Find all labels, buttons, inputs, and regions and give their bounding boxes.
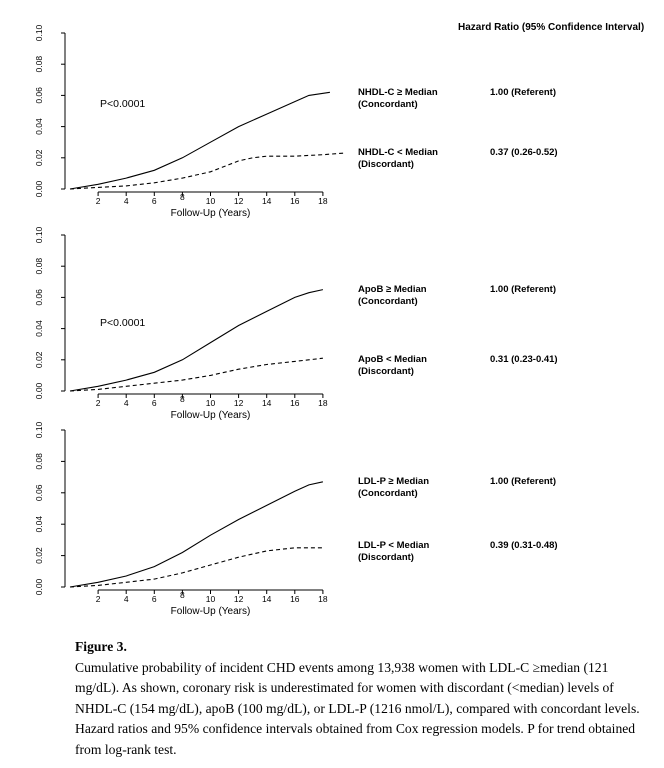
x-tick-label: 2 bbox=[95, 594, 101, 604]
y-tick-label: 0.08 bbox=[34, 453, 44, 470]
y-tick-label: 0.04 bbox=[34, 320, 44, 337]
y-tick-label: 0.06 bbox=[34, 289, 44, 306]
y-tick-label: 0.00 bbox=[34, 180, 44, 198]
x-tick-label: 16 bbox=[290, 594, 300, 604]
series-label: LDL-P ≥ Median bbox=[358, 476, 430, 487]
hazard-ratio-value: 0.39 (0.31-0.48) bbox=[490, 540, 558, 551]
y-tick-label: 0.10 bbox=[34, 226, 44, 244]
hazard-ratio-value: 0.37 (0.26-0.52) bbox=[490, 147, 558, 158]
x-tick-label: 12 bbox=[233, 594, 244, 604]
x-tick-label: 18 bbox=[318, 398, 328, 408]
panel-1 bbox=[34, 24, 558, 219]
figure-caption bbox=[75, 637, 640, 760]
series-sublabel: (Discordant) bbox=[358, 552, 414, 563]
x-axis-label: Follow-Up (Years) bbox=[170, 606, 251, 617]
x-axis-label: Follow-Up (Years) bbox=[170, 208, 251, 219]
series-sublabel: (Discordant) bbox=[358, 366, 414, 377]
x-tick-label: 6 bbox=[151, 196, 157, 206]
hazard-ratio-value: 0.31 (0.23-0.41) bbox=[490, 354, 558, 365]
y-tick-label: 0.08 bbox=[34, 257, 44, 275]
series-label: LDL-P < Median bbox=[358, 540, 430, 551]
series-line-discordant bbox=[70, 548, 323, 587]
x-tick-label: 14 bbox=[261, 398, 272, 408]
y-tick-label: 0.02 bbox=[34, 351, 44, 369]
series-label: ApoB ≥ Median bbox=[358, 284, 427, 295]
x-tick-label: 10 bbox=[205, 594, 216, 604]
series-sublabel: (Concordant) bbox=[358, 488, 418, 499]
y-tick-label: 0.06 bbox=[34, 87, 44, 104]
series-label: NHDL-C < Median bbox=[358, 147, 438, 158]
panel-3 bbox=[34, 421, 558, 617]
x-tick-label: 14 bbox=[261, 594, 272, 604]
x-tick-label: 4 bbox=[123, 196, 129, 206]
caption-text: Cumulative probability of incident CHD events among 13,938 women with LDL-C ≥median (121 mg/dL). As shown, coronary risk is underestimated for women with discordant (<median) levels of NHDL-C (154 mg/dL), apoB (100 mg/dL), or LDL-P (1216 nmol/L), compared with concordant levels. Hazard ratios and 95% confidence intervals obtained from Cox regression models. P for trend obtained from log-rank test. bbox=[75, 659, 640, 757]
hazard-ratio-value: 1.00 (Referent) bbox=[490, 87, 556, 98]
x-tick-label: 6 bbox=[151, 398, 157, 408]
x-tick-label: 8 bbox=[180, 192, 185, 202]
y-tick-label: 0.08 bbox=[34, 55, 44, 73]
series-line-discordant bbox=[70, 153, 344, 189]
hazard-ratio-header: Hazard Ratio (95% Confidence Interval) bbox=[458, 22, 645, 33]
series-label: ApoB < Median bbox=[358, 354, 427, 365]
x-tick-label: 6 bbox=[151, 594, 157, 604]
series-sublabel: (Concordant) bbox=[358, 296, 418, 307]
y-tick-label: 0.10 bbox=[34, 421, 44, 439]
x-tick-label: 10 bbox=[205, 398, 216, 408]
p-value-annotation: P<0.0001 bbox=[100, 98, 146, 110]
y-tick-label: 0.10 bbox=[34, 24, 44, 42]
x-tick-label: 16 bbox=[290, 398, 300, 408]
y-tick-label: 0.00 bbox=[34, 578, 44, 596]
x-tick-label: 2 bbox=[95, 196, 101, 206]
x-tick-label: 10 bbox=[205, 196, 216, 206]
p-value-annotation: P<0.0001 bbox=[100, 317, 146, 329]
x-tick-label: 4 bbox=[123, 398, 129, 408]
hazard-ratio-value: 1.00 (Referent) bbox=[490, 284, 556, 295]
x-tick-label: 8 bbox=[180, 394, 185, 404]
hazard-ratio-value: 1.00 (Referent) bbox=[490, 476, 556, 487]
series-line-discordant bbox=[70, 358, 323, 391]
y-tick-label: 0.02 bbox=[34, 149, 44, 167]
x-tick-label: 14 bbox=[261, 196, 272, 206]
y-tick-label: 0.04 bbox=[34, 515, 44, 533]
x-tick-label: 2 bbox=[95, 398, 101, 408]
x-tick-label: 18 bbox=[318, 594, 328, 604]
x-tick-label: 12 bbox=[233, 196, 244, 206]
series-sublabel: (Concordant) bbox=[358, 99, 418, 110]
x-tick-label: 12 bbox=[233, 398, 244, 408]
series-label: NHDL-C ≥ Median bbox=[358, 87, 438, 98]
panel-2 bbox=[34, 226, 558, 421]
x-tick-label: 8 bbox=[180, 590, 185, 600]
y-tick-label: 0.06 bbox=[34, 484, 44, 502]
y-tick-label: 0.00 bbox=[34, 382, 44, 400]
caption-title: Figure 3. bbox=[75, 639, 127, 654]
series-line-concordant bbox=[70, 290, 323, 391]
y-tick-label: 0.04 bbox=[34, 118, 44, 135]
x-axis-label: Follow-Up (Years) bbox=[170, 410, 251, 421]
x-tick-label: 16 bbox=[290, 196, 300, 206]
series-sublabel: (Discordant) bbox=[358, 159, 414, 170]
series-line-concordant bbox=[70, 482, 323, 587]
y-tick-label: 0.02 bbox=[34, 547, 44, 564]
x-tick-label: 18 bbox=[318, 196, 328, 206]
x-tick-label: 4 bbox=[123, 594, 129, 604]
